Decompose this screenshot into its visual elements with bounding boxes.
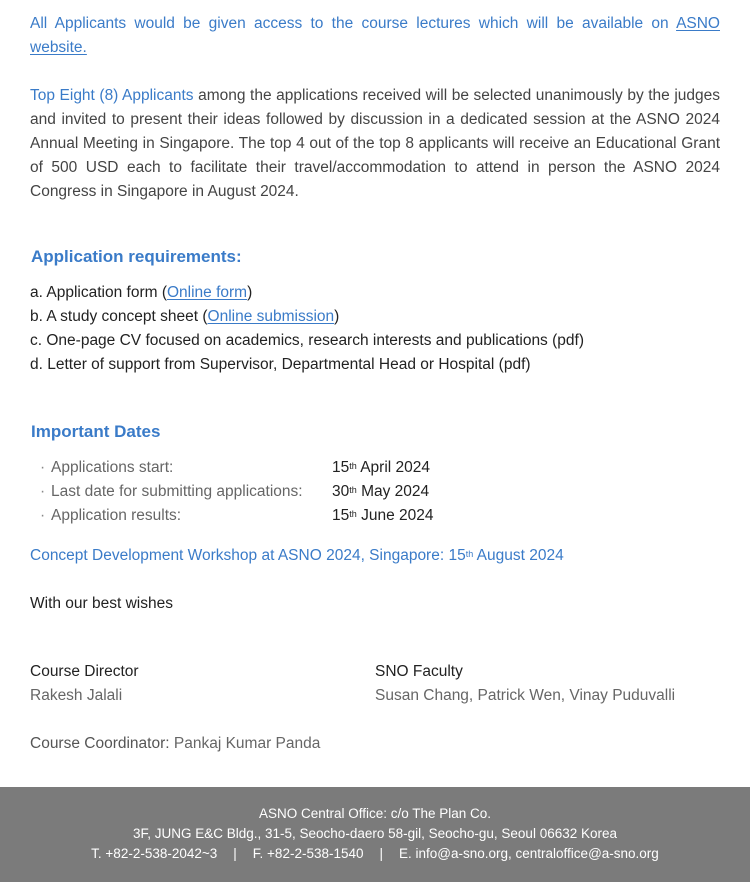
asno-website-link[interactable]: ASNO website.: [30, 15, 720, 56]
top-applicants-label: Top Eight (8) Applicants: [30, 87, 194, 104]
footer-email[interactable]: E. info@a-sno.org, centraloffice@a-sno.org: [399, 846, 659, 861]
access-text: All Applicants would be given access to the course lectures which will be available on: [30, 15, 677, 32]
course-director-block: [30, 660, 139, 708]
requirements-list: [30, 281, 584, 377]
faculty-block: [375, 660, 675, 708]
requirement-suffix: ): [334, 308, 340, 325]
footer-fax: F. +82-2-538-1540: [252, 846, 364, 861]
director-role: Course Director: [30, 663, 139, 680]
footer: [0, 787, 750, 882]
requirement-item: [30, 281, 584, 305]
bullet-icon: ·: [40, 459, 46, 476]
important-dates-heading: Important Dates: [31, 422, 161, 441]
requirement-text: d. Letter of support from Supervisor, Departmental Head or Hospital (pdf): [30, 356, 531, 373]
requirement-text: c. One-page CV focused on academics, research interests and publications (pdf): [30, 332, 584, 349]
date-label: Applications start:: [51, 459, 174, 476]
faculty-role: SNO Faculty: [375, 663, 463, 680]
coordinator-name: Pankaj Kumar Panda: [169, 735, 321, 752]
footer-address: 3F, JUNG E&C Bldg., 31-5, Seocho-daero 58-gil, Seocho-gu, Seoul 06632 Korea: [132, 826, 618, 841]
footer-tel: T. +82-2-538-2042~3: [91, 846, 218, 861]
requirement-suffix: ): [247, 284, 253, 301]
closing-text: With our best wishes: [30, 595, 173, 612]
date-value: 30th May 2024: [332, 483, 430, 500]
requirement-item: [30, 353, 584, 377]
footer-separator: |: [379, 846, 384, 861]
online-form-link[interactable]: Online form: [166, 284, 248, 301]
date-row: [40, 480, 540, 504]
footer-contacts: [0, 844, 750, 864]
requirement-text: a. Application form (: [30, 284, 167, 301]
footer-office: ASNO Central Office: c/o The Plan Co.: [258, 806, 492, 821]
date-label: Application results:: [51, 507, 182, 524]
faculty-names: Susan Chang, Patrick Wen, Vinay Puduvalli: [375, 687, 676, 704]
director-name: Rakesh Jalali: [30, 687, 123, 704]
online-submission-link[interactable]: Online submission: [207, 308, 335, 325]
requirement-item: [30, 329, 584, 353]
coordinator-label: Course Coordinator:: [30, 735, 170, 752]
footer-separator: |: [233, 846, 237, 861]
requirement-text: b. A study concept sheet (: [30, 308, 208, 325]
course-coordinator: [30, 732, 320, 756]
top-applicants-text: among the applications received will be selected unanimously by the judges and invited to present their ideas followed by discussion in a dedicated session at the ASNO 2024 Annual Meeting in Singapore. The top 4 out of the top 8 applicants will receive an Educational Grant of 500 USD each to facilitate their travel/accommodation to attend in person the ASNO 2024 Congress in Singapore in August 2024.: [30, 87, 720, 200]
date-value: 15th June 2024: [332, 507, 434, 524]
bullet-icon: ·: [40, 483, 46, 500]
date-row: [40, 456, 540, 480]
workshop-announcement: Concept Development Workshop at ASNO 2024, Singapore: 15th August 2024: [30, 547, 564, 564]
top-applicants-paragraph: [30, 84, 720, 204]
requirement-item: [30, 305, 584, 329]
access-paragraph: [30, 12, 720, 60]
requirements-heading: Application requirements:: [31, 247, 242, 266]
bullet-icon: ·: [40, 507, 46, 524]
important-dates-list: [40, 456, 540, 528]
date-value: 15th April 2024: [332, 459, 431, 476]
date-label: Last date for submitting applications:: [51, 483, 303, 500]
date-row: [40, 504, 540, 528]
